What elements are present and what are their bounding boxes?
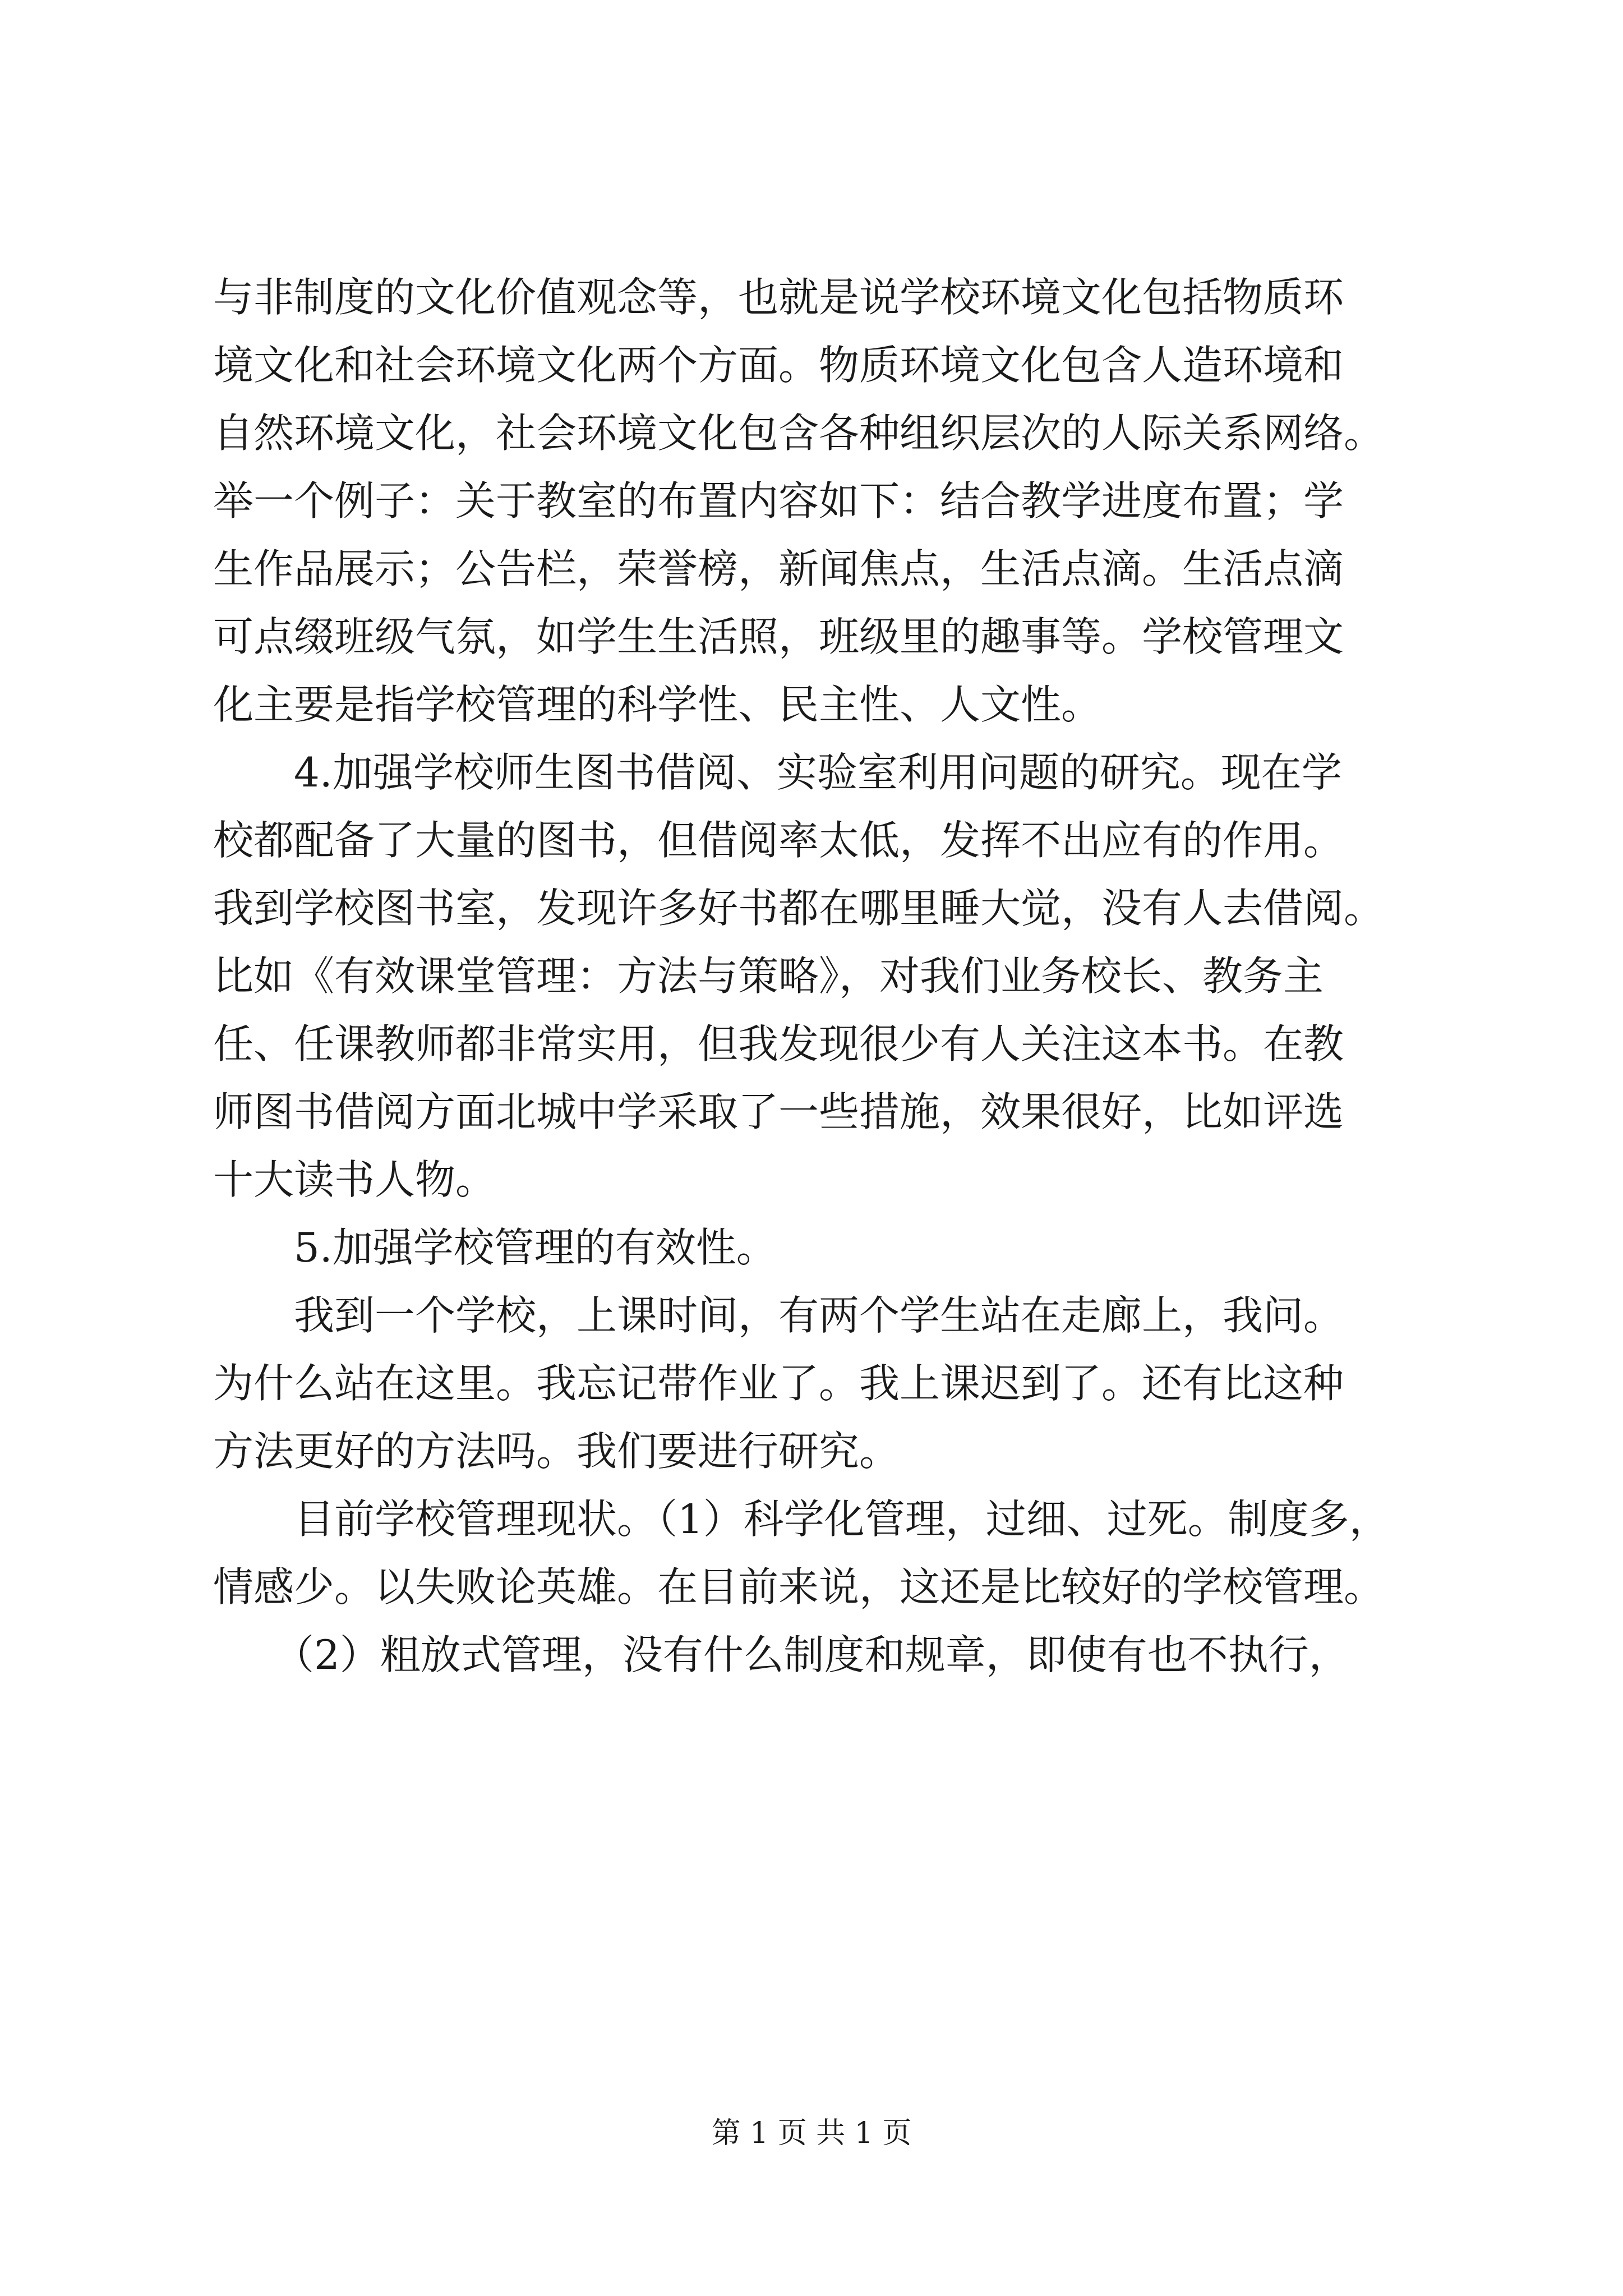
text-line: 十大读书人物。 (213, 1156, 496, 1203)
text-line: 与非制度的文化价值观念等，也就是说学校环境文化包括物质环 (213, 274, 1344, 321)
text-line: 情感少。以失败论英雄。在目前来说，这还是比较好的学校管理。 (213, 1563, 1385, 1611)
text-line: 自然环境文化，社会环境文化包含各种组织层次的人际关系网络。 (213, 409, 1385, 457)
text-line: 目前学校管理现状。（1）科学化管理，过细、过死。制度多， (213, 1496, 1390, 1543)
text-line: 4.加强学校师生图书借阅、实验室利用问题的研究。现在学 (213, 749, 1342, 796)
body-text (213, 264, 1481, 1689)
text-line: 方法更好的方法吗。我们要进行研究。 (213, 1428, 900, 1475)
text-line: 5.加强学校管理的有效性。 (213, 1224, 777, 1271)
text-line: 师图书借阅方面北城中学采取了一些措施，效果很好，比如评选 (213, 1088, 1344, 1135)
text-line: 任、任课教师都非常实用，但我发现很少有人关注这本书。在教 (213, 1020, 1344, 1068)
text-line: 举一个例子：关于教室的布置内容如下：结合教学进度布置；学 (213, 477, 1344, 524)
page-footer: 第 1 页 共 1 页 (711, 2116, 912, 2150)
text-line: 比如《有效课堂管理：方法与策略》，对我们业务校长、教务主 (213, 953, 1324, 1000)
text-line: 我到学校图书室，发现许多好书都在哪里睡大觉，没有人去借阅。 (213, 885, 1385, 932)
text-line: 可点缀班级气氛，如学生生活照，班级里的趣事等。学校管理文 (213, 613, 1344, 660)
text-line: 境文化和社会环境文化两个方面。物质环境文化包含人造环境和 (213, 342, 1344, 389)
text-line: 为什么站在这里。我忘记带作业了。我上课迟到了。还有比这种 (213, 1360, 1344, 1407)
text-line: （2）粗放式管理，没有什么制度和规章，即使有也不执行， (213, 1631, 1349, 1678)
text-line: 生作品展示；公告栏，荣誉榜，新闻焦点，生活点滴。生活点滴 (213, 545, 1344, 592)
text-line: 化主要是指学校管理的科学性、民主性、人文性。 (213, 681, 1102, 728)
text-line: 校都配备了大量的图书，但借阅率太低，发挥不出应有的作用。 (213, 817, 1344, 864)
text-line: 我到一个学校，上课时间，有两个学生站在走廊上，我问。 (213, 1292, 1344, 1339)
